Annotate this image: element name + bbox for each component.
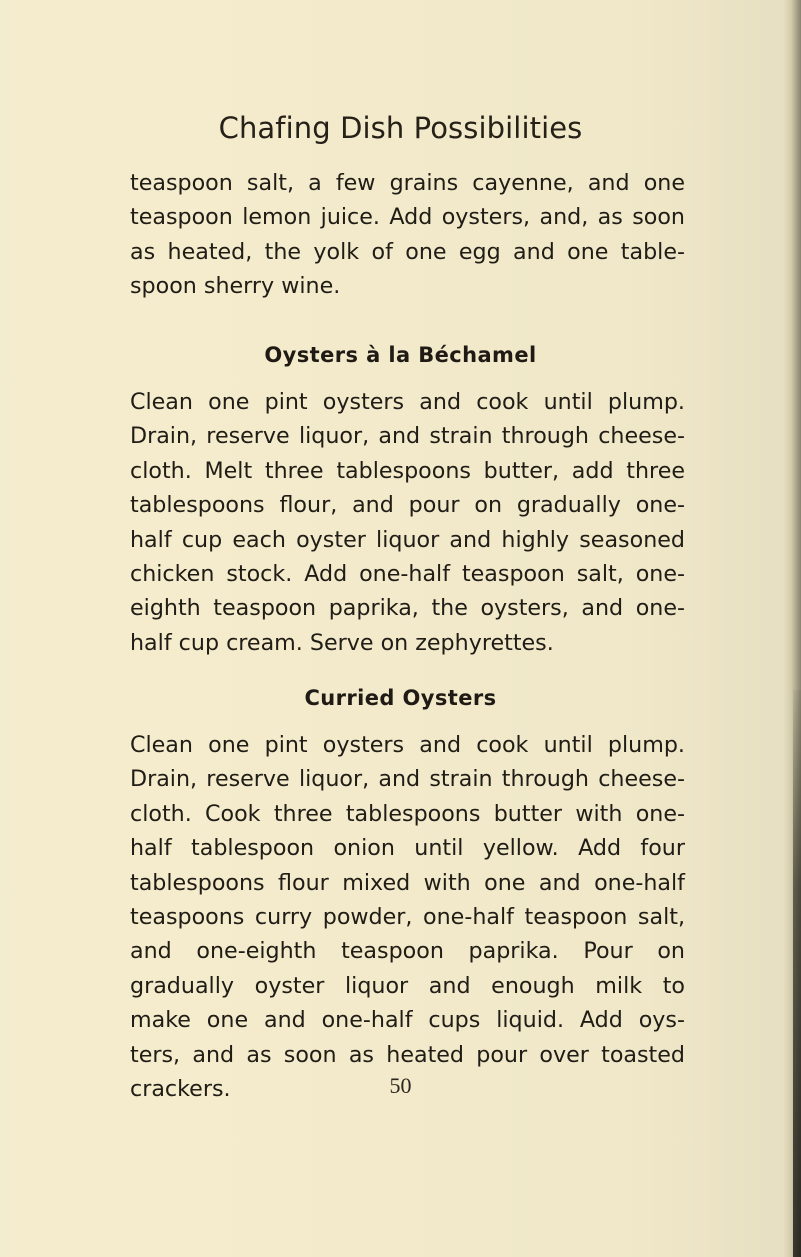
text-line: crackers. <box>130 1076 231 1103</box>
text-line: Clean one pint oysters and cook until plump. <box>130 389 685 415</box>
recipe-paragraph-curried <box>130 728 685 1106</box>
text-line: teaspoons curry powder, one-half teaspoon salt, <box>130 904 685 931</box>
text-line: spoon sherry wine. <box>130 273 341 300</box>
intro-paragraph <box>130 166 685 304</box>
text-line: teaspoon salt, a few grains cayenne, and one <box>130 170 685 196</box>
page-number: 50 <box>389 1073 412 1098</box>
text-line: and one-eighth teaspoon paprika. Pour on <box>130 938 685 965</box>
recipe-paragraph-bechamel <box>130 385 685 660</box>
recipe-title-curried: Curried Oysters <box>304 686 497 710</box>
text-line: chicken stock. Add one-half teaspoon salt, one- <box>130 561 685 588</box>
text-line: half tablespoon onion until yellow. Add four <box>130 835 685 862</box>
text-line: Drain, reserve liquor, and strain through cheese- <box>130 766 685 793</box>
text-line: half cup cream. Serve on zephyrettes. <box>130 629 554 656</box>
text-line: eighth teaspoon paprika, the oysters, and one- <box>130 595 685 622</box>
text-line: ters, and as soon as heated pour over toasted <box>130 1041 685 1068</box>
text-line: Drain, reserve liquor, and strain through cheese- <box>130 423 685 450</box>
text-line: as heated, the yolk of one egg and one table- <box>130 238 685 265</box>
text-line: make one and one-half cups liquid. Add oys- <box>130 1007 685 1034</box>
running-header: Chafing Dish Possibilities <box>218 111 583 145</box>
text-line: tablespoons flour, and pour on gradually one- <box>130 492 685 519</box>
text-line: cloth. Cook three tablespoons butter with one- <box>130 800 685 827</box>
text-line: gradually oyster liquor and enough milk to <box>130 972 685 999</box>
text-line: cloth. Melt three tablespoons butter, add three <box>130 457 685 484</box>
page-edge-dark <box>793 690 801 1257</box>
text-line: half cup each oyster liquor and highly seasoned <box>130 526 685 553</box>
text-line: tablespoons flour mixed with one and one-half <box>130 869 685 896</box>
recipe-title-bechamel: Oysters à la Béchamel <box>264 343 537 367</box>
text-line: Clean one pint oysters and cook until plump. <box>130 732 685 758</box>
text-line: teaspoon lemon juice. Add oysters, and, as soon <box>130 204 685 231</box>
